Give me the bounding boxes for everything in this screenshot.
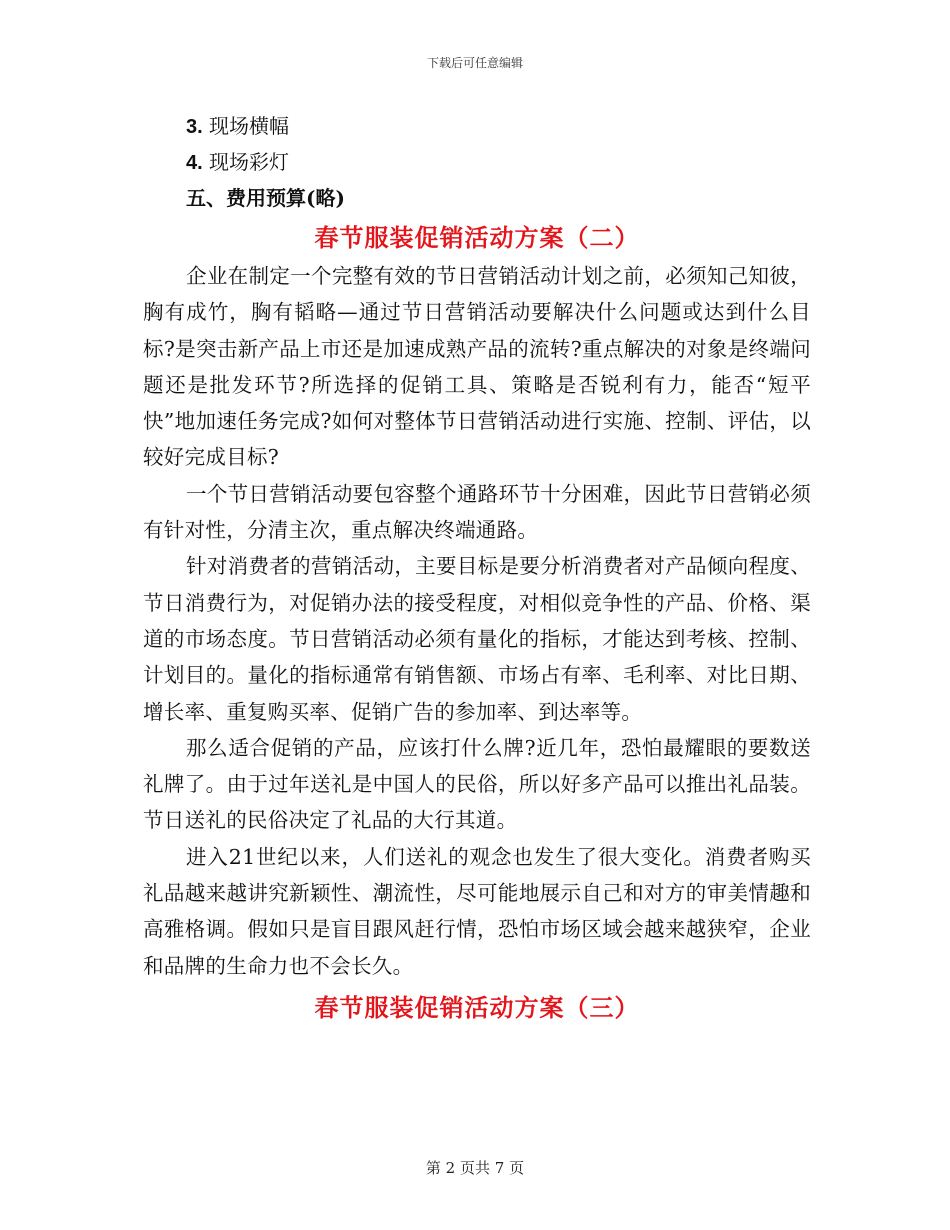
- paragraph: 企业在制定一个完整有效的节日营销活动计划之前，必须知己知彼，胸有成竹，胸有韬略—通过节日营销活动要解决什么问题或达到什么目标?是突击新产品上市还是加速成熟产品的流转?重点解决的对象是终端问题还是批发环节?所选择的促销工具、策略是否锐利有力，能否“短平快”地加速任务完成?如何对整体节日营销活动进行实施、控制、评估，以较好完成目标?: [143, 264, 811, 470]
- paragraph: 针对消费者的营销活动，主要目标是要分析消费者对产品倾向程度、节日消费行为，对促销办法的接受程度，对相似竞争性的产品、价格、渠道的市场态度。节日营销活动必须有量化的指标，才能达到考核、控制、计划目的。量化的指标通常有销售额、市场占有率、毛利率、对比日期、增长率、重复购买率、促销广告的参加率、到达率等。: [143, 554, 811, 724]
- section-heading-budget: 五、费用预算(略): [186, 186, 345, 210]
- section-title-three: 春节服装促销活动方案（三）: [314, 992, 640, 1022]
- page-header: 下载后可任意编辑: [426, 56, 523, 70]
- page-number: 第 2 页共 7 页: [425, 1159, 525, 1177]
- list-item-label: 现场彩灯: [209, 150, 290, 174]
- list-item: [143, 108, 811, 144]
- list-item-label: 现场横幅: [209, 114, 290, 138]
- paragraph: 那么适合促销的产品，应该打什么牌?近几年，恐怕最耀眼的要数送礼牌了。由于过年送礼是中国人的民俗，所以好多产品可以推出礼品装。节日送礼的民俗决定了礼品的大行其道。: [143, 735, 811, 833]
- paragraph: 进入21世纪以来，人们送礼的观念也发生了很大变化。消费者购买礼品越来越讲究新颖性、潮流性，尽可能地展示自己和对方的审美情趣和高雅格调。假如只是盲目跟风赶行情，恐怕市场区域会越来越狭窄，企业和品牌的生命力也不会长久。: [143, 844, 811, 978]
- list-item-number: 3.: [186, 116, 203, 138]
- section-title-two: 春节服装促销活动方案（二）: [314, 223, 640, 252]
- list-item-number: 4.: [186, 152, 203, 174]
- document-body: [143, 108, 811, 1028]
- paragraph: 一个节日营销活动要包容整个通路环节十分困难，因此节日营销必须有针对性，分清主次，重点解决终端通路。: [143, 481, 811, 543]
- list-item: [143, 144, 811, 180]
